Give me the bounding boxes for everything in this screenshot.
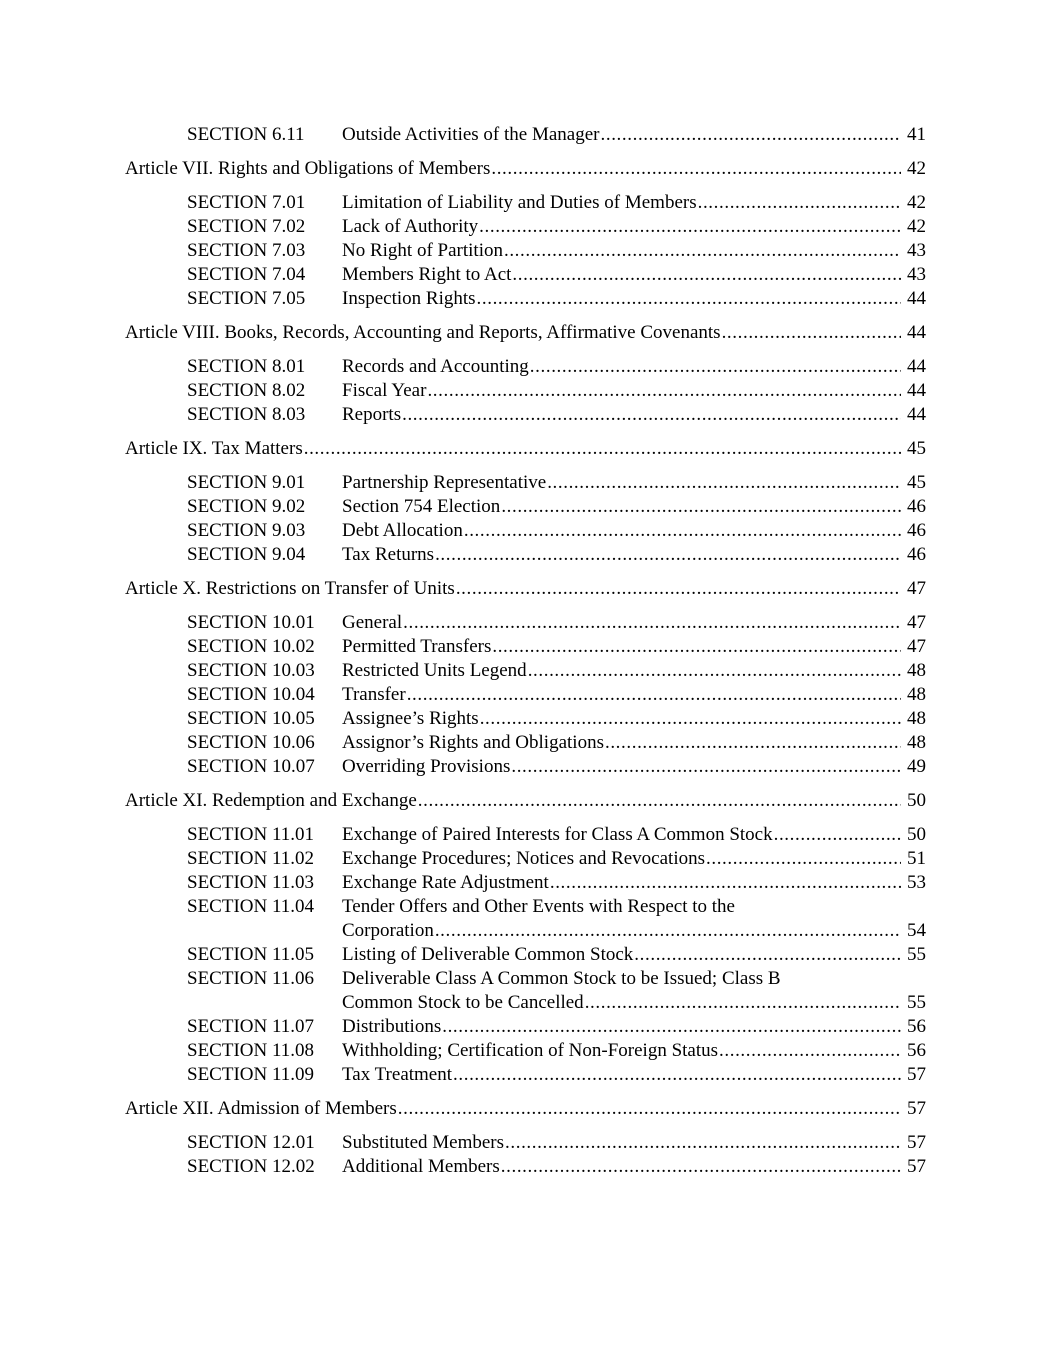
- toc-article-x[interactable]: [0, 577, 1055, 601]
- page-number: 44: [901, 321, 926, 345]
- section-number: SECTION 11.07: [187, 1016, 315, 1037]
- toc-section-7-05[interactable]: [0, 287, 1055, 311]
- section-title: Tax Returns .....: [342, 543, 924, 567]
- section-title: Deliverable Class A Common Stock to be Issued; Class B: [342, 968, 781, 989]
- page-number: 46: [901, 543, 926, 567]
- page-number: 57: [901, 1155, 926, 1179]
- page-number: 44: [901, 355, 926, 379]
- section-title: Substituted Members .....: [342, 1131, 924, 1155]
- toc-section-11-07[interactable]: [0, 1015, 1055, 1039]
- section-number: SECTION 11.08: [187, 1040, 315, 1061]
- section-number: SECTION 6.11: [187, 124, 305, 145]
- page-number: 44: [901, 379, 926, 403]
- section-title: Outside Activities of the Manager .....: [342, 123, 924, 147]
- page-number: 57: [901, 1131, 926, 1155]
- toc-article-xi[interactable]: [0, 789, 1055, 813]
- section-title: No Right of Partition .....: [342, 239, 924, 263]
- toc-section-10-02[interactable]: [0, 635, 1055, 659]
- section-number: SECTION 11.01: [187, 824, 315, 845]
- toc-section-9-02[interactable]: [0, 495, 1055, 519]
- section-title: General .....: [342, 611, 924, 635]
- page-number: 55: [901, 943, 926, 967]
- section-title: Assignee’s Rights .....: [342, 707, 924, 731]
- section-number: SECTION 10.04: [187, 684, 315, 705]
- page-number: 48: [901, 683, 926, 707]
- toc-article-ix[interactable]: [0, 437, 1055, 461]
- page-number: 47: [901, 611, 926, 635]
- section-number: SECTION 10.07: [187, 756, 315, 777]
- section-title: Permitted Transfers .....: [342, 635, 924, 659]
- toc-section-10-03[interactable]: [0, 659, 1055, 683]
- toc-section-11-04-continued[interactable]: [0, 919, 1055, 943]
- page-number: 42: [901, 191, 926, 215]
- page-number: 49: [901, 755, 926, 779]
- section-title: Withholding; Certification of Non-Foreign Status .....: [342, 1039, 924, 1063]
- toc-section-11-08[interactable]: [0, 1039, 1055, 1063]
- toc-section-7-04[interactable]: [0, 263, 1055, 287]
- page-number: 56: [901, 1039, 926, 1063]
- section-number: SECTION 7.05: [187, 288, 306, 309]
- article-title: Article XI. Redemption and Exchange .....: [125, 789, 924, 813]
- section-title: Restricted Units Legend .....: [342, 659, 924, 683]
- section-title: Partnership Representative .....: [342, 471, 924, 495]
- page-number: 46: [901, 519, 926, 543]
- section-title: Exchange Rate Adjustment .....: [342, 871, 924, 895]
- page-number: 54: [901, 919, 926, 943]
- section-title: Reports .....: [342, 403, 924, 427]
- page-number: 48: [901, 659, 926, 683]
- page-number: 45: [901, 437, 926, 461]
- toc-section-7-02[interactable]: [0, 215, 1055, 239]
- page-number: 45: [901, 471, 926, 495]
- section-number: SECTION 8.02: [187, 380, 306, 401]
- table-of-contents: [0, 123, 1055, 1179]
- page-number: 42: [901, 157, 926, 181]
- section-number: SECTION 10.01: [187, 612, 315, 633]
- article-title: Article XII. Admission of Members .....: [125, 1097, 924, 1121]
- toc-section-8-02[interactable]: [0, 379, 1055, 403]
- section-title: Records and Accounting .....: [342, 355, 924, 379]
- section-title: Transfer .....: [342, 683, 924, 707]
- section-title: Exchange Procedures; Notices and Revocations .....: [342, 847, 924, 871]
- section-number: SECTION 11.02: [187, 848, 315, 869]
- section-title: Additional Members .....: [342, 1155, 924, 1179]
- article-title: Article IX. Tax Matters .....: [125, 437, 924, 461]
- section-title: Exchange of Paired Interests for Class A Common Stock .....: [342, 823, 924, 847]
- toc-section-11-04[interactable]: [0, 895, 1055, 919]
- section-title: Inspection Rights .....: [342, 287, 924, 311]
- page-number: 43: [901, 239, 926, 263]
- page-number: 57: [901, 1063, 926, 1087]
- section-number: SECTION 10.02: [187, 636, 315, 657]
- page-number: 50: [901, 789, 926, 813]
- section-title: Lack of Authority .....: [342, 215, 924, 239]
- page-number: 44: [901, 403, 926, 427]
- toc-section-9-01[interactable]: [0, 471, 1055, 495]
- section-number: SECTION 12.01: [187, 1132, 315, 1153]
- page-number: 56: [901, 1015, 926, 1039]
- section-number: SECTION 11.03: [187, 872, 315, 893]
- section-number: SECTION 11.06: [187, 968, 315, 989]
- page-number: 47: [901, 635, 926, 659]
- section-title: Tax Treatment .....: [342, 1063, 924, 1087]
- article-title: Article X. Restrictions on Transfer of Units .....: [125, 577, 924, 601]
- section-title-continued: Common Stock to be Cancelled .....: [342, 991, 924, 1015]
- section-number: SECTION 8.03: [187, 404, 306, 425]
- toc-section-10-04[interactable]: [0, 683, 1055, 707]
- toc-section-8-03[interactable]: [0, 403, 1055, 427]
- section-title: Debt Allocation .....: [342, 519, 924, 543]
- section-number: SECTION 9.03: [187, 520, 306, 541]
- section-title: Overriding Provisions .....: [342, 755, 924, 779]
- section-title: Assignor’s Rights and Obligations .....: [342, 731, 924, 755]
- toc-section-11-02[interactable]: [0, 847, 1055, 871]
- toc-section-12-01[interactable]: [0, 1131, 1055, 1155]
- toc-section-7-03[interactable]: [0, 239, 1055, 263]
- toc-section-10-06[interactable]: [0, 731, 1055, 755]
- section-title: Listing of Deliverable Common Stock .....: [342, 943, 924, 967]
- toc-section-12-02[interactable]: [0, 1155, 1055, 1179]
- page-number: 55: [901, 991, 926, 1015]
- section-title: Limitation of Liability and Duties of Members .....: [342, 191, 924, 215]
- section-title: Section 754 Election .....: [342, 495, 924, 519]
- section-number: SECTION 7.02: [187, 216, 306, 237]
- toc-section-7-01[interactable]: [0, 191, 1055, 215]
- toc-section-11-06-continued[interactable]: [0, 991, 1055, 1015]
- section-number: SECTION 10.03: [187, 660, 315, 681]
- section-number: SECTION 7.03: [187, 240, 306, 261]
- page-number: 48: [901, 731, 926, 755]
- section-number: SECTION 11.04: [187, 896, 315, 917]
- toc-section-10-05[interactable]: [0, 707, 1055, 731]
- toc-section-11-01[interactable]: [0, 823, 1055, 847]
- section-title-continued: Corporation .....: [342, 919, 924, 943]
- toc-section-9-03[interactable]: [0, 519, 1055, 543]
- section-title: Distributions .....: [342, 1015, 924, 1039]
- page-number: 46: [901, 495, 926, 519]
- section-number: SECTION 12.02: [187, 1156, 315, 1177]
- page-number: 48: [901, 707, 926, 731]
- toc-section-11-09[interactable]: [0, 1063, 1055, 1087]
- section-number: SECTION 10.06: [187, 732, 315, 753]
- page-number: 47: [901, 577, 926, 601]
- section-number: SECTION 11.05: [187, 944, 315, 965]
- article-title: Article VIII. Books, Records, Accounting and Reports, Affirmative Covenants .....: [125, 321, 924, 345]
- toc-section-8-01[interactable]: [0, 355, 1055, 379]
- toc-section-6-11[interactable]: [0, 123, 1055, 147]
- toc-section-10-07[interactable]: [0, 755, 1055, 779]
- page-number: 41: [901, 123, 926, 147]
- article-title: Article VII. Rights and Obligations of Members .....: [125, 157, 924, 181]
- toc-section-9-04[interactable]: [0, 543, 1055, 567]
- section-number: SECTION 9.01: [187, 472, 306, 493]
- toc-section-11-05[interactable]: [0, 943, 1055, 967]
- section-number: SECTION 7.01: [187, 192, 306, 213]
- page-number: 42: [901, 215, 926, 239]
- section-number: SECTION 11.09: [187, 1064, 315, 1085]
- toc-section-10-01[interactable]: [0, 611, 1055, 635]
- toc-section-11-06[interactable]: [0, 967, 1055, 991]
- section-title: Members Right to Act .....: [342, 263, 924, 287]
- section-number: SECTION 9.04: [187, 544, 306, 565]
- page-number: 43: [901, 263, 926, 287]
- section-number: SECTION 10.05: [187, 708, 315, 729]
- page-number: 53: [901, 871, 926, 895]
- page-number: 44: [901, 287, 926, 311]
- page-number: 51: [901, 847, 926, 871]
- section-title: Tender Offers and Other Events with Respect to the: [342, 896, 735, 917]
- toc-article-vii[interactable]: [0, 157, 1055, 181]
- page-number: 50: [901, 823, 926, 847]
- section-number: SECTION 7.04: [187, 264, 306, 285]
- page-number: 57: [901, 1097, 926, 1121]
- section-number: SECTION 8.01: [187, 356, 306, 377]
- toc-article-xii[interactable]: [0, 1097, 1055, 1121]
- section-title: Fiscal Year .....: [342, 379, 924, 403]
- toc-section-11-03[interactable]: [0, 871, 1055, 895]
- toc-article-viii[interactable]: [0, 321, 1055, 345]
- section-number: SECTION 9.02: [187, 496, 306, 517]
